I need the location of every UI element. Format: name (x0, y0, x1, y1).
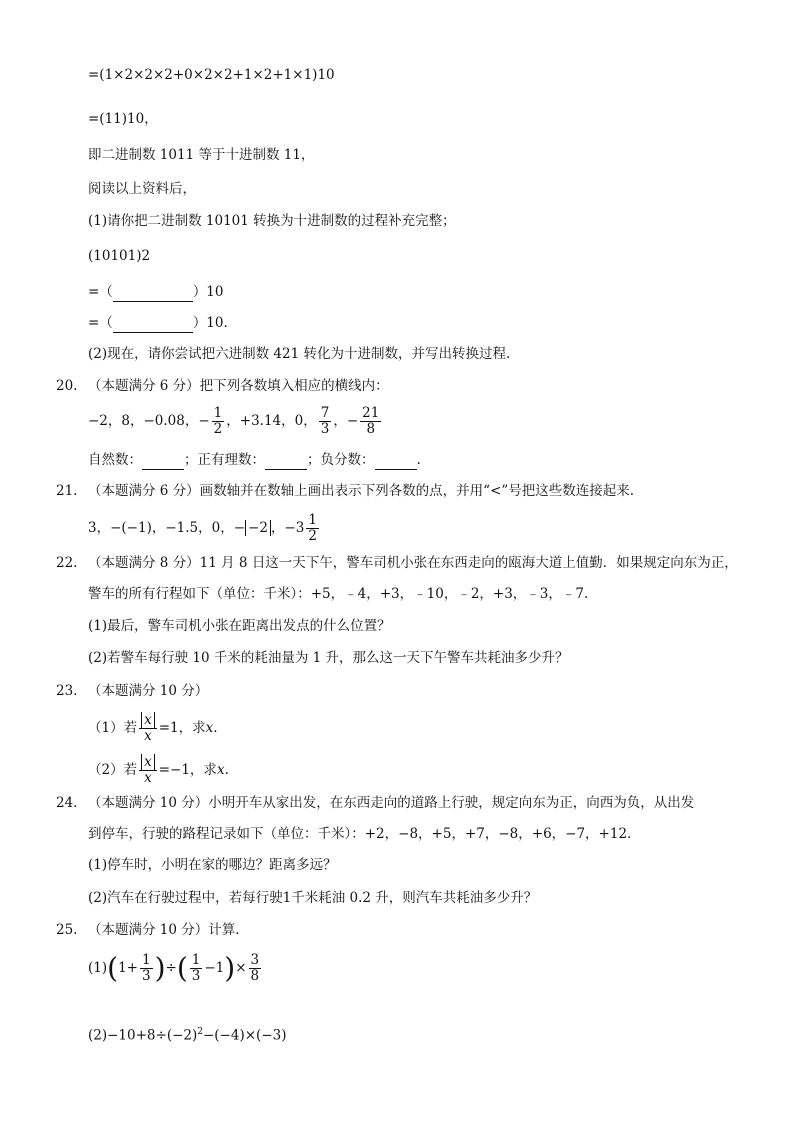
paren: ( (107, 951, 119, 985)
text-line-6: (10101)2 (88, 248, 151, 264)
variable: x (144, 728, 152, 744)
formula-line-2: =(11)10， (88, 111, 158, 127)
question-23-part-2 (88, 755, 229, 786)
period: . (224, 762, 229, 778)
numerator: 1 (213, 405, 223, 421)
fill-line-2-start: =（ (88, 315, 113, 331)
question-22-part-1: (1)最后，警车司机小张在距离出发点的什么位置？ (88, 618, 391, 634)
question-number: 20. (56, 378, 78, 394)
question-25-part-1 (88, 953, 263, 984)
formula-line-1: =(1×2×2×2+0×2×2+1×2+1×1)10 (88, 67, 335, 83)
denominator: 2 (213, 421, 223, 437)
expr-part: −1 (204, 960, 225, 976)
question-text: （本题满分 10 分）小明开车从家出发，在东西走向的道路上行驶，规定向东为正，向西为负，从出发 (88, 795, 695, 811)
fill-line-1 (88, 283, 224, 302)
denominator: 3 (320, 421, 330, 437)
question-text: （本题满分 10 分） (88, 683, 209, 699)
answer-blank[interactable] (265, 451, 307, 470)
part-label: (1) (88, 960, 108, 976)
period: . (416, 452, 421, 468)
fill-line-1-start: =（ (88, 284, 113, 300)
answer-blank[interactable] (375, 451, 417, 470)
fraction (190, 953, 203, 984)
fraction (212, 406, 225, 437)
numbers-part: ，− (333, 413, 359, 429)
text-line-5: (1)请你把二进制数 10101 转换为十进制数的过程补充完整； (88, 213, 456, 229)
period: . (213, 720, 218, 736)
operator: ÷ (165, 960, 177, 976)
exponent: 2 (197, 1027, 203, 1037)
question-21-numbers (88, 513, 321, 544)
question-25-part-2 (88, 1023, 287, 1045)
question-24-heading (56, 794, 694, 812)
numerator: 1 (141, 952, 151, 968)
fraction (140, 953, 153, 984)
answer-blank[interactable] (142, 451, 184, 470)
question-20-categories (88, 451, 421, 470)
fill-line-1-end: ）10 (192, 284, 224, 300)
numerator: 1 (191, 952, 201, 968)
variable: x (216, 762, 225, 778)
question-number: 25. (56, 922, 78, 938)
text-line-9: (2)现在，请你尝试把六进制数 421 转化为十进制数，并写出转换过程. (88, 346, 511, 362)
numerator: 7 (320, 405, 330, 421)
category-label: ；负分数： (307, 452, 375, 468)
category-label: 自然数： (88, 452, 142, 468)
paren: ) (154, 951, 166, 985)
text-line-4: 阅读以上资料后， (88, 181, 196, 197)
numerator: 3 (250, 952, 260, 968)
fraction (319, 406, 332, 437)
answer-blank[interactable] (113, 283, 193, 302)
denominator: 2 (308, 528, 317, 544)
question-number: 21. (56, 483, 78, 499)
text-line-3: 即二进制数 1011 等于十进制数 11， (88, 147, 315, 163)
fraction (249, 953, 262, 984)
question-24-part-1: (1)停车时，小明在家的哪边？距离多远？ (88, 857, 337, 873)
question-text: （本题满分 6 分）把下列各数填入相应的横线内： (88, 378, 389, 394)
paren: ( (176, 951, 188, 985)
part-label: （1）若 (88, 720, 138, 736)
question-24-part-2: (2)汽车在行驶过程中，若每行驶1千米耗油 0.2 升，则汽车共耗油多少升？ (88, 890, 538, 906)
expr-part: 1+ (118, 960, 138, 976)
expr-part: −(−4)×(−3) (203, 1027, 287, 1044)
expr-part: (2)−10+8÷(−2) (88, 1027, 198, 1044)
question-23-part-1 (88, 713, 218, 744)
question-number: 22. (56, 555, 78, 571)
question-22-line-2: 警车的所有行程如下（单位：千米）：+5，﹣4，+3，﹣10，﹣2，+3，﹣3，﹣7. (88, 586, 589, 602)
fraction (139, 713, 157, 744)
denominator: 8 (250, 968, 260, 984)
numbers-part: 3，−(−1)，−1.5，0，− (88, 520, 246, 536)
question-25-heading (56, 921, 240, 939)
question-20-numbers (88, 406, 383, 437)
question-20-heading (56, 377, 389, 395)
category-label: ；正有理数： (184, 452, 265, 468)
numbers-part: ，−3 (270, 520, 305, 536)
paren: ) (224, 951, 236, 985)
variable: x (205, 720, 214, 736)
numbers-part: ，+3.14，0， (226, 413, 317, 429)
question-21-heading (56, 482, 634, 500)
fill-line-2-end: ）10. (192, 315, 228, 331)
fraction (139, 755, 157, 786)
numbers-part: −2，8，−0.08，− (88, 413, 210, 429)
question-24-line-2: 到停车，行驶的路程记录如下（单位：千米）：+2，−8，+5，+7，−8，+6，−7，+12． (88, 826, 641, 842)
fill-line-2 (88, 314, 228, 333)
denominator: 3 (141, 968, 151, 984)
fraction (360, 406, 381, 437)
part-text: =1，求 (158, 720, 206, 736)
numerator: 21 (362, 405, 380, 421)
question-number: 24. (56, 795, 78, 811)
question-22-heading (56, 554, 738, 572)
question-23-heading (56, 682, 208, 700)
answer-blank[interactable] (113, 314, 193, 333)
part-label: （2）若 (88, 762, 138, 778)
numerator: 1 (308, 512, 317, 528)
absolute-value: −2 (245, 520, 271, 536)
denominator: 3 (191, 968, 201, 984)
part-text: =−1，求 (158, 762, 217, 778)
variable: x (144, 770, 152, 786)
fraction (306, 513, 319, 544)
question-number: 23. (56, 683, 78, 699)
variable: x (141, 754, 155, 770)
question-text: （本题满分 8 分）11 月 8 日这一天下午，警车司机小张在东西走向的瓯海大道上值勤．如果规定向东为正， (88, 555, 738, 571)
denominator: 8 (366, 421, 376, 437)
question-22-part-2: (2)若警车每行驶 10 千米的耗油量为 1 升，那么这一天下午警车共耗油多少升？ (88, 650, 569, 666)
operator: × (235, 960, 247, 976)
variable: x (141, 712, 155, 728)
question-text: （本题满分 6 分）画数轴并在数轴上画出表示下列各数的点，并用“<”号把这些数连接起来. (88, 483, 635, 499)
question-text: （本题满分 10 分）计算. (88, 922, 240, 938)
